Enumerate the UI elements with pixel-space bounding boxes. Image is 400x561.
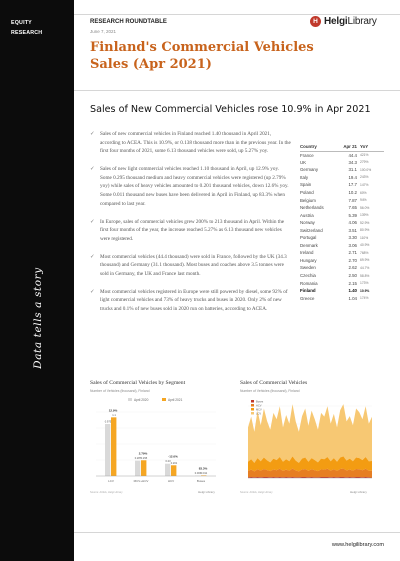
cell-apr21: 34.3 [348, 159, 357, 165]
cell-country: Netherlands [300, 205, 324, 211]
table-row [300, 159, 384, 167]
cell-apr21: 2.50 [348, 273, 357, 279]
bullet-item: ✓ In Europe, sales of commercial vehicles grew 200% to 213 thousand in April. Within the first four months of the year, the increase reached 5.27% as 6.13 thousand new vehicles were registered. [90, 218, 285, 242]
bar-change-label: 83.3% [198, 466, 208, 471]
table-row [300, 219, 384, 227]
bar [111, 417, 116, 476]
segment-chart-source: Source: ACEA, Helgi Library [90, 491, 123, 494]
summary-bullets [90, 130, 292, 323]
cell-yoy: 58.8% [360, 273, 370, 278]
cell-yoy: 110% [360, 235, 369, 240]
cell-apr21: 3.30 [348, 235, 357, 241]
checkmark-icon: ✓ [90, 288, 95, 295]
col-header-apr21: Apr 21 [343, 143, 357, 149]
cell-apr21: 3.51 [348, 227, 357, 233]
cell-country: Switzerland [300, 227, 323, 233]
cell-yoy: 44.7% [360, 265, 370, 270]
table-row [300, 257, 384, 265]
bar-change-label: 12.9% [108, 408, 118, 413]
legend-label: April 2020 [134, 398, 149, 402]
table-row [300, 249, 384, 257]
legend-swatch [251, 404, 254, 407]
table-row [300, 204, 384, 212]
cell-apr21: 2.71 [348, 250, 357, 256]
cell-yoy: 173% [360, 281, 369, 286]
bar-change-label: -12.6% [168, 454, 178, 459]
table-row [300, 196, 384, 204]
cell-apr21: 7.65 [348, 205, 357, 211]
cell-country: Romania [300, 280, 318, 286]
bar-value-label: 0.011 [200, 471, 208, 475]
bar-value-label: 0.295 [140, 456, 148, 460]
table-row [300, 287, 384, 295]
cell-apr21: 1.40 [348, 288, 357, 294]
segment-bar-chart [90, 396, 222, 486]
country-sales-table [300, 142, 384, 302]
cell-yoy: 768% [360, 250, 369, 255]
bullet-item: ✓ Sales of new light commercial vehicles reached 1.10 thousand in April, up 12.9% yoy. Some 0.295 thousand medium and heavy commercial vehicles were registered (up 2.79% yoy) while sales of heavy vehicles amounted to 0.201 thousand vehicles, down 12.6% yoy. Some 0.011 thousand new buses have been delivered in April in Finland, up 83.3% when compared to last year. [90, 166, 289, 207]
category-tick-label: HCV [167, 479, 175, 483]
cell-apr21: 2.62 [348, 265, 357, 271]
table-row [300, 181, 384, 189]
table-row [300, 151, 384, 159]
checkmark-icon: ✓ [90, 131, 95, 137]
cell-country: Spain [300, 182, 312, 188]
segment-chart-subtitle: Number of Vehicles (thousand), Finland [90, 389, 150, 393]
cell-apr21: 2.15 [348, 280, 357, 286]
cell-apr21: 19.4 [348, 174, 357, 180]
top-divider [74, 14, 400, 15]
cell-apr21: 7.87 [348, 197, 357, 203]
logo-text: HelgiLibrary [324, 16, 377, 27]
cell-country: Sweden [300, 265, 316, 271]
bullet-item: ✓ Sales of new commercial vehicles in Finland reached 1.40 thousand in April 2021, according to ACEA. This is 10.9%, or 0.138 thousand more than in the previous year. In the first four months of 2021, some 6.13 thousand vehicles were sold, up 5.27% yoy. [90, 131, 291, 155]
bar-value-label: 0.975 [104, 420, 112, 424]
cell-country: Finland [300, 288, 316, 294]
segment-chart-logo: Helgi Library [198, 490, 215, 494]
cell-yoy: 147% [360, 182, 369, 187]
footer-divider [74, 532, 400, 533]
cell-apr21: 31.1 [348, 167, 357, 173]
bar [135, 461, 140, 476]
legend-swatch [162, 398, 166, 401]
cell-country: Portugal [300, 235, 317, 241]
cell-country: Germany [300, 167, 319, 173]
category-tick-label: MCV+HCV [133, 479, 149, 483]
table-row [300, 166, 384, 174]
area-lcv [248, 404, 372, 463]
cell-country: Italy [300, 174, 309, 180]
table-row [300, 226, 384, 234]
bar-change-label: 2.79% [138, 451, 148, 456]
type-area-chart [240, 396, 376, 486]
legend-label: LCV [256, 412, 262, 416]
footer-website-link[interactable]: www.helgilibrary.com [331, 542, 384, 548]
bar-value-label: 0.23 [165, 460, 171, 464]
col-header-yoy: YoY [360, 143, 369, 149]
cell-yoy: 69.9% [360, 258, 370, 263]
cell-apr21: 44.4 [348, 152, 357, 158]
cell-apr21: 17.7 [348, 182, 357, 188]
sidebar-label-research: RESEARCH [11, 30, 43, 36]
cell-country: UK [300, 159, 307, 165]
table-row [300, 272, 384, 280]
bar-value-label: 1.1 [112, 413, 116, 417]
col-header-country: Country [300, 143, 317, 149]
bar [105, 424, 110, 476]
cell-yoy: 40.9% [360, 243, 370, 248]
cell-apr21: 10.2 [348, 190, 357, 195]
cell-yoy: 56.0% [360, 205, 370, 210]
bar-value-label: 0.006 [194, 472, 202, 476]
bullet-item: ✓ Most commercial vehicles (44.4 thousand) were sold in France, followed by the UK (34.3 thousand) and Germany (31.1 thousand). Most buses and coaches above 3.5 tonnes were sold in Germany, the UK and France last month. [90, 253, 287, 277]
cell-apr21: 4.06 [348, 220, 357, 226]
type-chart-title: Sales of Commercial Vehicles [240, 380, 308, 386]
legend-label: Buses [256, 400, 264, 404]
bar [171, 465, 176, 476]
cell-yoy: 421% [360, 153, 369, 158]
legend-swatch [251, 400, 254, 403]
type-chart-logo: Helgi Library [350, 490, 367, 494]
cell-country: Belgium [300, 197, 316, 203]
cell-country: Poland [300, 190, 314, 195]
cell-country: Denmark [300, 242, 318, 248]
cell-yoy: 60% [360, 190, 367, 195]
cell-apr21: 5.39 [348, 212, 357, 218]
sidebar [0, 0, 74, 561]
cell-country: France [300, 152, 314, 158]
legend-label: HCV [256, 404, 262, 408]
logo-mark-icon: H [310, 16, 321, 27]
cell-apr21: 3.06 [348, 242, 357, 248]
cell-country: Norway [300, 220, 315, 226]
bar-value-label: 0.201 [170, 461, 178, 465]
type-chart-subtitle: Number of Vehicles (thousand), Finland [240, 389, 300, 393]
table-row [300, 279, 384, 287]
table-row [300, 264, 384, 272]
cell-country: Ireland [300, 250, 314, 256]
sidebar-tagline: Data tells a story [32, 267, 44, 369]
table-header-row [300, 142, 384, 151]
title-divider [74, 90, 400, 91]
report-kicker: RESEARCH ROUNDTABLE [90, 19, 167, 25]
cell-apr21: 2.70 [348, 257, 357, 263]
cell-country: Czechia [300, 273, 316, 279]
bar [141, 460, 146, 476]
segment-chart-title: Sales of Commercial Vehicles by Segment [90, 380, 186, 386]
legend-label: April 2021 [168, 398, 183, 402]
table-row [300, 242, 384, 250]
legend-swatch [128, 398, 132, 401]
cell-country: Austria [300, 212, 314, 218]
cell-yoy: 10.9% [360, 288, 370, 293]
table-row [300, 294, 384, 302]
cell-yoy: 174% [360, 296, 369, 301]
category-tick-label: LCV [108, 479, 114, 483]
cell-yoy: 52.9% [360, 220, 370, 225]
page-title: Finland's Commercial Vehicles Sales (Apr 2021) [90, 40, 314, 72]
checkmark-icon: ✓ [90, 253, 95, 260]
cell-yoy: 139% [360, 213, 369, 218]
type-chart-source: Source: ACEA, Helgi Library [240, 491, 273, 494]
cell-yoy: 243% [360, 175, 369, 180]
bullet-item: ✓ Most commercial vehicles registered in Europe were still powered by diesel, some 92% of light commercial vehicles and 73% of heavy trucks and buses in 2020. Only 2% of new trucks and 0.1% of new buses sold in 2020 run on batteries, according to ACEA. [90, 288, 288, 313]
table-row [300, 211, 384, 219]
table-row [300, 234, 384, 242]
bar-value-label: 0.287 [134, 457, 142, 461]
legend-swatch [251, 408, 254, 411]
sidebar-label-equity: EQUITY [11, 20, 32, 26]
cell-apr21: 1.04 [348, 295, 357, 301]
helgi-library-logo[interactable] [310, 16, 377, 27]
bar [165, 464, 170, 476]
cell-country: Greece [300, 295, 315, 301]
section-subtitle: Sales of New Commercial Vehicles rose 10.9% in Apr 2021 [90, 104, 371, 115]
cell-yoy: 80.9% [360, 228, 370, 233]
legend-label: MCV [256, 408, 262, 412]
checkmark-icon: ✓ [90, 218, 95, 225]
category-tick-label: Buses [196, 479, 206, 483]
report-date: June 7, 2021 [90, 29, 117, 34]
cell-country: Hungary [300, 257, 317, 263]
cell-yoy: 279% [360, 160, 369, 165]
cell-yoy: 94% [360, 198, 367, 203]
table-row [300, 189, 384, 197]
checkmark-icon: ✓ [90, 166, 95, 173]
legend-swatch [251, 412, 254, 415]
table-row [300, 174, 384, 182]
cell-yoy: 100.0% [360, 167, 372, 172]
